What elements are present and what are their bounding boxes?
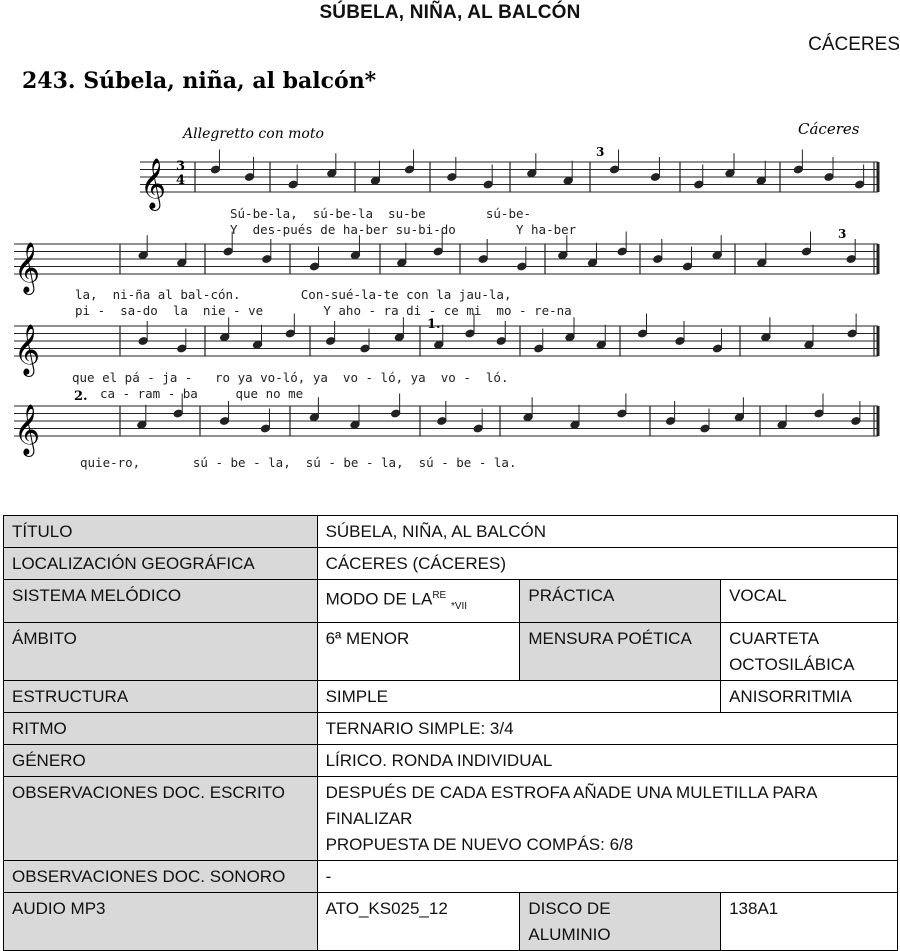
row-titulo xyxy=(4,516,898,548)
row-audio xyxy=(4,893,898,951)
mensura-value-2: OCTOSILÁBICA xyxy=(729,655,855,675)
lyrics-line-2a: la, ni-ña al bal-cón. Con-sué-la-te con la jau-la, xyxy=(75,287,512,302)
estructura-label: ESTRUCTURA xyxy=(4,681,318,713)
obs-escrito-value xyxy=(317,777,897,861)
clef-3: 𝄞 xyxy=(14,324,41,375)
obs-escrito-label: OBSERVACIONES DOC. ESCRITO xyxy=(4,777,318,861)
document-title: SÚBELA, NIÑA, AL BALCÓN xyxy=(319,2,581,23)
disco-label-1: DISCO DE xyxy=(528,899,611,919)
triplet-mark-2: 3 xyxy=(838,227,847,241)
obs-escrito-line-1: DESPUÉS DE CADA ESTROFA AÑADE UNA MULETILLA PARA xyxy=(325,783,818,803)
document-region: CÁCERES xyxy=(808,34,900,55)
audio-label: AUDIO MP3 xyxy=(4,893,318,951)
time-signature-bottom: 4 xyxy=(176,173,186,188)
lyrics-line-4a: quie-ro, sú - be - la, sú - be - la, sú - be - la. xyxy=(80,455,517,470)
clef-4: 𝄞 xyxy=(14,404,41,455)
ambito-value: 6ª MENOR xyxy=(317,623,520,681)
obs-sonoro-value: - xyxy=(317,861,897,893)
sistema-value: MODO DE LA xyxy=(325,589,433,609)
practica-label: PRÁCTICA xyxy=(520,580,721,623)
localizacion-value: CÁCERES (CÁCERES) xyxy=(317,548,897,580)
lyrics-line-3b: ca - ram - ba que no me xyxy=(100,386,304,401)
row-ritmo xyxy=(4,713,898,745)
lyrics-line-1a: Sú-be-la, sú-be-la su-be sú-be- xyxy=(230,206,532,221)
audio-value: ATO_KS025_12 xyxy=(317,893,520,951)
row-genero xyxy=(4,745,898,777)
genero-value: LÍRICO. RONDA INDIVIDUAL xyxy=(317,745,897,777)
disco-label-2: ALUMINIO xyxy=(528,925,611,945)
row-sistema xyxy=(4,580,898,623)
volta-2: 2. xyxy=(74,389,88,404)
row-ambito xyxy=(4,623,898,681)
obs-escrito-line-3: PROPUESTA DE NUEVO COMPÁS: 6/8 xyxy=(325,835,634,855)
mensura-value-1: CUARTETA xyxy=(729,629,820,649)
sistema-value-cell xyxy=(317,580,520,623)
mensura-value xyxy=(721,623,898,681)
obs-sonoro-label: OBSERVACIONES DOC. SONORO xyxy=(4,861,318,893)
triplet-mark-1: 3 xyxy=(596,145,605,159)
row-estructura xyxy=(4,681,898,713)
clef-2: 𝄞 xyxy=(14,242,41,293)
ritmo-value: TERNARIO SIMPLE: 3/4 xyxy=(317,713,897,745)
genero-label: GÉNERO xyxy=(4,745,318,777)
titulo-label: TÍTULO xyxy=(4,516,318,548)
sistema-sup: RE xyxy=(432,590,447,601)
mensura-label: MENSURA POÉTICA xyxy=(520,623,721,681)
row-localizacion xyxy=(4,548,898,580)
localizacion-label: LOCALIZACIÓN GEOGRÁFICA xyxy=(4,548,318,580)
sistema-sub: *VII xyxy=(450,601,468,613)
titulo-value: SÚBELA, NIÑA, AL BALCÓN xyxy=(317,516,897,548)
volta-1: 1. xyxy=(427,317,441,332)
row-obs-sonoro xyxy=(4,861,898,893)
metadata-table xyxy=(3,515,898,951)
clef-1: 𝄞 xyxy=(140,158,167,209)
score-number-title: 243. Súbela, niña, al balcón* xyxy=(22,68,377,94)
row-obs-escrito xyxy=(4,777,898,861)
ambito-label: ÁMBITO xyxy=(4,623,318,681)
lyrics-line-2b: pi - sa-do la nie - ve Y aho - ra di - ce mi mo - re-na xyxy=(75,303,572,318)
lyrics-line-1b: Y des-pués de ha-ber su-bi-do Y ha-ber xyxy=(230,222,577,237)
obs-escrito-line-2: FINALIZAR xyxy=(325,809,413,829)
disco-value: 138A1 xyxy=(721,893,898,951)
estructura-extra: ANISORRITMIA xyxy=(721,681,898,713)
time-signature: 3 xyxy=(176,159,186,174)
disco-label xyxy=(520,893,721,951)
sistema-label: SISTEMA MELÓDICO xyxy=(4,580,318,623)
score-tempo: Allegretto con moto xyxy=(183,126,324,142)
music-score xyxy=(0,58,900,478)
lyrics-line-3a: que el pá - ja - ro ya vo-ló, ya vo - ló, ya vo - ló. xyxy=(72,370,509,385)
estructura-value: SIMPLE xyxy=(317,681,721,713)
score-place: Cáceres xyxy=(798,120,860,138)
ritmo-label: RITMO xyxy=(4,713,318,745)
practica-value: VOCAL xyxy=(721,580,898,623)
